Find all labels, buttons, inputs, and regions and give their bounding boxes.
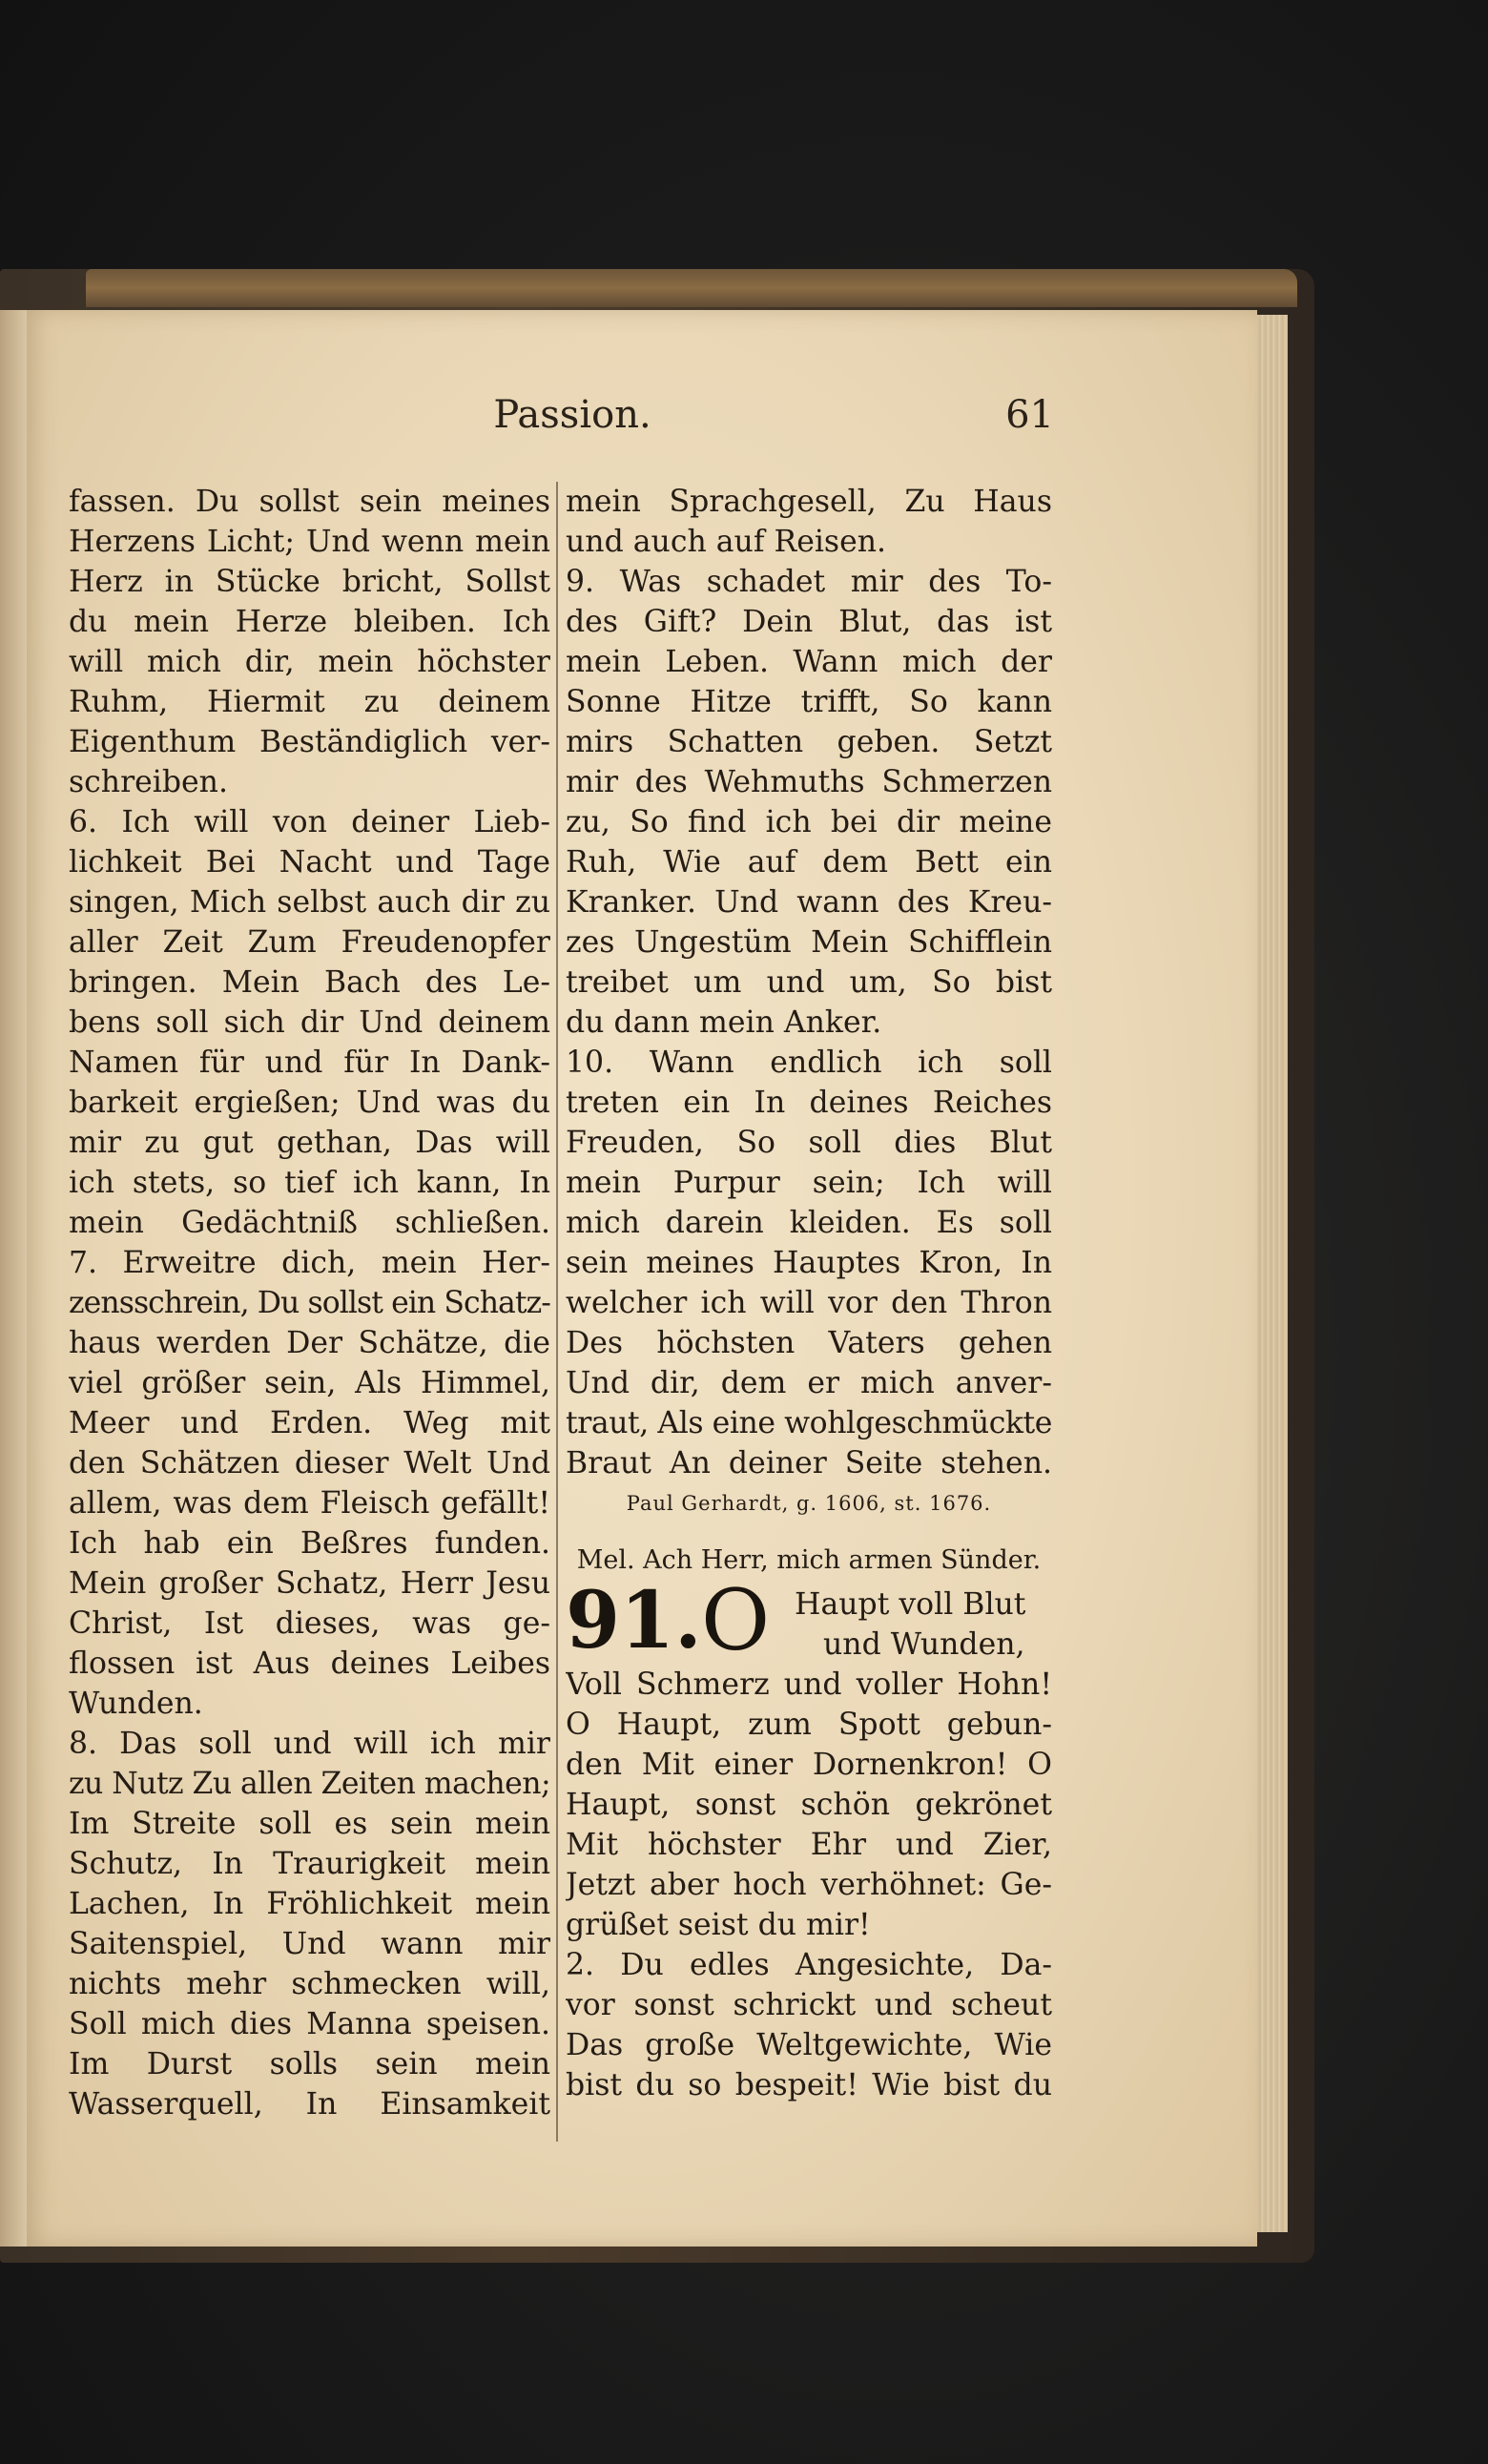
book-cover-top-edge (86, 269, 1297, 307)
text-line: mein Purpur sein; Ich will (566, 1166, 1052, 1200)
text-line: des Gift? Dein Blut, das ist (566, 605, 1052, 639)
text-line: ich stets, so tief ich kann, In (69, 1166, 550, 1200)
text-line: Braut An deiner Seite stehen. (566, 1446, 1052, 1480)
text-line: mein Sprachgesell, Zu Haus (566, 485, 1052, 519)
page-number: 61 (1005, 393, 1054, 437)
text-line: Ruh, Wie auf dem Bett ein (566, 845, 1052, 880)
text-line: Schutz, In Traurigkeit mein (69, 1847, 550, 1881)
text-line: lichkeit Bei Nacht und Tage (69, 845, 550, 880)
text-line: Namen für und für In Dank- (69, 1046, 550, 1080)
text-line: Herzens Licht; Und wenn mein (69, 525, 550, 559)
text-line: singen, Mich selbst auch dir zu (69, 885, 550, 920)
text-line: Soll mich dies Manna speisen. (69, 2007, 550, 2041)
text-line: viel größer sein, Als Himmel, (69, 1366, 550, 1400)
text-line: mein Gedächtniß schließen. (69, 1206, 550, 1240)
text-line: mir des Wehmuths Schmerzen (566, 765, 1052, 799)
text-line: Sonne Hitze trifft, So kann (566, 685, 1052, 719)
text-line: den Schätzen dieser Welt Und (69, 1446, 550, 1480)
right-column-top-text (566, 482, 1052, 1483)
text-line: Saitenspiel, Und wann mir (69, 1927, 550, 1961)
text-line: sein meines Hauptes Kron, In (566, 1246, 1052, 1280)
text-line: Kranker. Und wann des Kreu- (566, 885, 1052, 920)
text-line: Des höchsten Vaters gehen (566, 1326, 1052, 1360)
text-line: mein Leben. Wann mich der (566, 645, 1052, 679)
text-line: 9. Was schadet mir des To- (566, 565, 1052, 599)
text-line: mir zu gut gethan, Das will (69, 1126, 550, 1160)
melody-indication: Mel. Ach Herr, mich armen Sünder. (576, 1545, 1042, 1575)
text-line: zes Ungestüm Mein Schifflein (566, 925, 1052, 960)
text-line: Christ, Ist dieses, was ge- (69, 1606, 550, 1641)
text-line: treibet um und um, So bist (566, 965, 1052, 1000)
text-line: Voll Schmerz und voller Hohn! (566, 1667, 1052, 1702)
text-line: den Mit einer Dornenkron! O (566, 1748, 1052, 1782)
text-line: bringen. Mein Bach des Le- (69, 965, 550, 1000)
hymn-attribution: Paul Gerhardt, g. 1606, st. 1676. (626, 1492, 992, 1515)
hymn-heading (566, 1571, 1052, 1669)
text-line: Wasserquell, In Einsamkeit (69, 2087, 550, 2122)
text-line: zu Nutz Zu allen Zeiten machen; (69, 1767, 550, 1801)
hymn-first-line: Haupt voll Blut (795, 1587, 1026, 1622)
text-line: du mein Herze bleiben. Ich (69, 605, 550, 639)
text-line: 2. Du edles Angesichte, Da- (566, 1948, 1052, 1982)
text-line: bens soll sich dir Und deinem (69, 1005, 550, 1040)
text-line: mich darein kleiden. Es soll (566, 1206, 1052, 1240)
text-line: und auch auf Reisen. (566, 525, 887, 559)
right-text-column (566, 482, 1052, 2105)
drop-cap: O (701, 1571, 771, 1669)
text-line: allem, was dem Fleisch gefällt! (69, 1486, 550, 1521)
text-line: aller Zeit Zum Freudenopfer (69, 925, 550, 960)
text-line: Wunden. (69, 1687, 203, 1721)
text-line: treten ein In deines Reiches (566, 1086, 1052, 1120)
text-line: Im Streite soll es sein mein (69, 1807, 550, 1841)
text-line: nichts mehr schmecken will, (69, 1967, 550, 2001)
facing-page-edge (0, 310, 27, 2247)
text-line: welcher ich will vor den Thron (566, 1286, 1052, 1320)
text-line: will mich dir, mein höchster (69, 645, 550, 679)
column-divider (556, 482, 558, 2142)
text-line: 7. Erweitre dich, mein Her- (69, 1246, 550, 1280)
text-line: Eigenthum Beständiglich ver- (69, 725, 550, 759)
text-line: Haupt, sonst schön gekrönet (566, 1788, 1052, 1822)
right-column-bottom-text (566, 1665, 1052, 2105)
text-line: Herz in Stücke bricht, Sollst (69, 565, 550, 599)
text-line: flossen ist Aus deines Leibes (69, 1646, 550, 1681)
left-text-column (69, 482, 550, 2124)
text-line: mirs Schatten geben. Setzt (566, 725, 1052, 759)
text-line: 10. Wann endlich ich soll (566, 1046, 1052, 1080)
text-line: vor sonst schrickt und scheut (566, 1988, 1052, 2022)
text-line: Ruhm, Hiermit zu deinem (69, 685, 550, 719)
text-line: Im Durst solls sein mein (69, 2047, 550, 2081)
text-line: zensschrein, Du sollst ein Schatz- (69, 1286, 550, 1320)
text-line: 8. Das soll und will ich mir (69, 1727, 550, 1761)
hymn-number: 91. (566, 1575, 702, 1667)
text-line: schreiben. (69, 765, 228, 799)
text-line: Mein großer Schatz, Herr Jesu (69, 1566, 550, 1601)
text-line: haus werden Der Schätze, die (69, 1326, 550, 1360)
text-line: 6. Ich will von deiner Lieb- (69, 805, 550, 839)
text-line: du dann mein Anker. (566, 1005, 882, 1040)
text-line: Meer und Erden. Weg mit (69, 1406, 550, 1440)
hymn-second-line: und Wunden, (823, 1627, 1025, 1662)
text-line: Ich hab ein Beßres funden. (69, 1526, 550, 1561)
text-line: Mit höchster Ehr und Zier, (566, 1828, 1052, 1862)
text-line: barkeit ergießen; Und was du (69, 1086, 550, 1120)
text-line: Lachen, In Fröhlichkeit mein (69, 1887, 550, 1921)
text-line: Das große Weltgewichte, Wie (566, 2028, 1052, 2062)
text-line: zu, So find ich bei dir meine (566, 805, 1052, 839)
text-line: Und dir, dem er mich anver- (566, 1366, 1052, 1400)
text-line: grüßet seist du mir! (566, 1908, 871, 1942)
text-line: Jetzt aber hoch verhöhnet: Ge- (566, 1868, 1052, 1902)
text-line: fassen. Du sollst sein meines (69, 485, 550, 519)
running-head: Passion. (493, 393, 651, 437)
text-line: O Haupt, zum Spott gebun- (566, 1708, 1052, 1742)
text-line: Freuden, So soll dies Blut (566, 1126, 1052, 1160)
text-line: bist du so bespeit! Wie bist du (566, 2068, 1052, 2102)
text-line: traut, Als eine wohlgeschmückte (566, 1406, 1052, 1440)
